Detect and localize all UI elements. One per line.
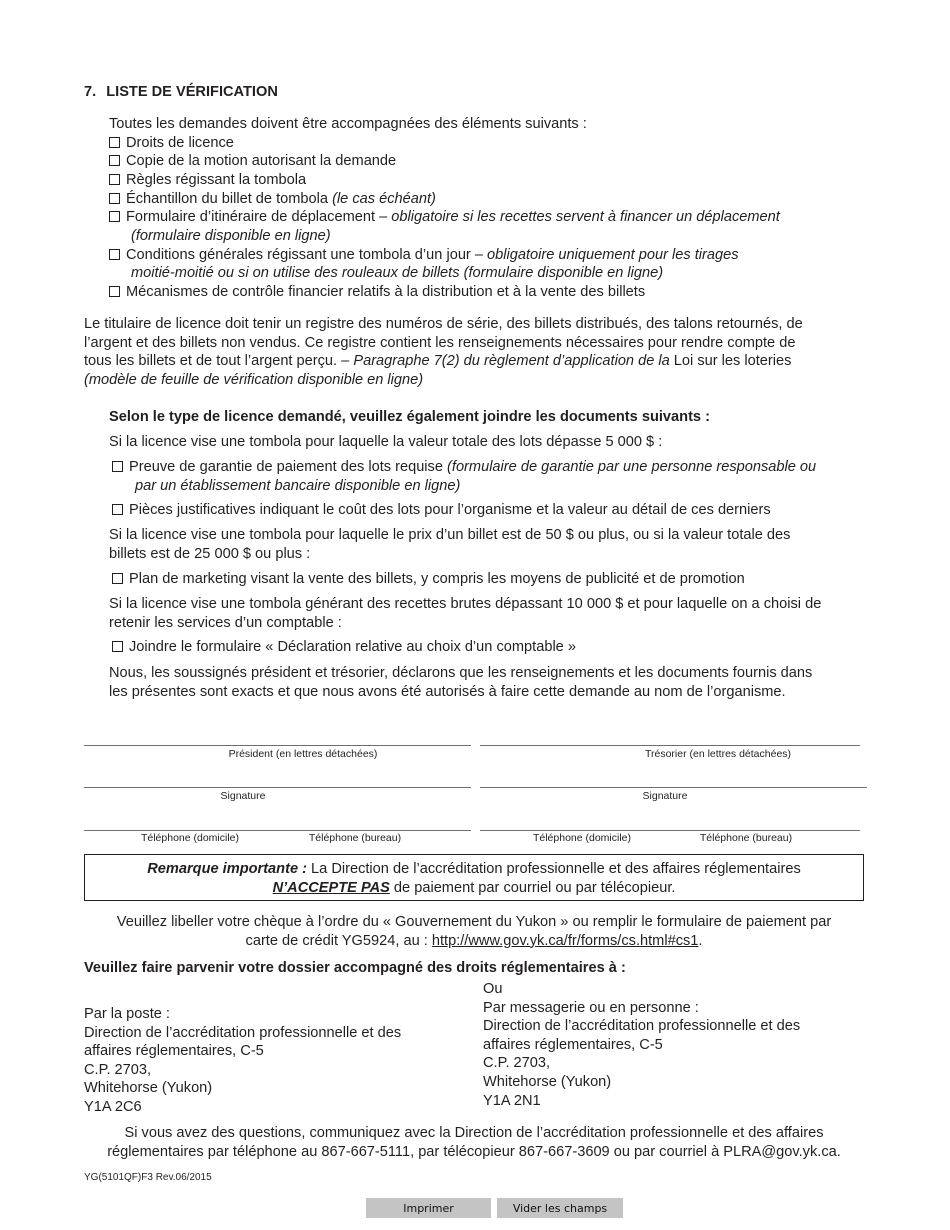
phone-home-label: Téléphone (domicile) <box>532 832 632 844</box>
treasurer-signature-field[interactable] <box>480 787 867 788</box>
checkbox[interactable] <box>112 504 123 515</box>
president-label: Président (en lettres détachées) <box>228 748 378 760</box>
condition-text: Si la licence vise une tombola générant des recettes brutes dépassant 10 000 $ et pour laquelle on a choisi de retenir les services d’un comptable : <box>109 596 822 631</box>
treasurer-phone-field[interactable] <box>480 830 860 831</box>
mail-address: Par la poste : Direction de l’accréditation professionnelle et des affaires réglementaires, C-5 C.P. 2703, Whitehorse (Yukon) Y1A 2C6 <box>84 1006 402 1115</box>
condition-text: Si la licence vise une tombola pour laquelle la valeur totale des lots dépasse 5 000 $ : <box>109 434 663 450</box>
condition-text: Si la licence vise une tombola pour laquelle le prix d’un billet est de 50 $ ou plus, ou si la valeur totale des billets est de 25 000 $ ou plus : <box>109 527 791 562</box>
checkbox[interactable] <box>109 137 120 148</box>
checklist-item: Joindre le formulaire « Déclaration relative au choix d’un comptable » <box>112 638 576 657</box>
president-phone-field[interactable] <box>84 830 471 831</box>
checklist-item: Formulaire d’itinéraire de déplacement – obligatoire si les recettes servent à financer un déplacement <box>109 208 780 227</box>
checklist-item: Droits de licence <box>109 134 234 153</box>
checklist-intro: Toutes les demandes doivent être accompagnées des éléments suivants : <box>109 116 587 132</box>
checkbox[interactable] <box>109 211 120 222</box>
checkbox[interactable] <box>109 155 120 166</box>
checklist-item: Pièces justificatives indiquant le coût des lots pour l’organisme et la valeur au détail de ces derniers <box>112 501 771 520</box>
print-button[interactable]: Imprimer <box>366 1198 491 1218</box>
section-title: LISTE DE VÉRIFICATION <box>106 84 278 100</box>
checkbox[interactable] <box>109 249 120 260</box>
checkbox[interactable] <box>112 573 123 584</box>
phone-home-label: Téléphone (domicile) <box>140 832 240 844</box>
treasurer-label: Trésorier (en lettres détachées) <box>644 748 792 760</box>
president-signature-field[interactable] <box>84 787 471 788</box>
president-name-field[interactable] <box>84 745 471 746</box>
phone-work-label: Téléphone (bureau) <box>308 832 402 844</box>
checklist-item: Conditions générales régissant une tombola d’un jour – obligatoire uniquement pour les tirages <box>109 246 739 265</box>
checkbox[interactable] <box>112 641 123 652</box>
checkbox[interactable] <box>109 193 120 204</box>
checklist-item: Règles régissant la tombola <box>109 171 306 190</box>
checklist-item: Preuve de garantie de paiement des lots requise (formulaire de garantie par une personne responsable ou <box>112 458 816 477</box>
license-heading: Selon le type de licence demandé, veuillez également joindre les documents suivants : <box>109 409 710 425</box>
form-code: YG(5101QF)F3 Rev.06/2015 <box>84 1172 212 1183</box>
phone-work-label: Téléphone (bureau) <box>699 832 793 844</box>
section-heading <box>84 83 278 102</box>
payment-form-link[interactable]: http://www.gov.yk.ca/fr/forms/cs.html#cs1 <box>431 932 699 949</box>
courier-address: Ou Par messagerie ou en personne : Direction de l’accréditation professionnelle et des affaires réglementaires, C-5 C.P. 2703, Whitehorse (Yukon) Y1A 2N1 <box>483 981 801 1109</box>
section-number: 7. <box>84 84 97 100</box>
signature-label: Signature <box>220 790 266 802</box>
checklist-item: Mécanismes de contrôle financier relatifs à la distribution et à la vente des billets <box>109 283 645 302</box>
payment-instructions: Veuillez libeller votre chèque à l’ordre du « Gouvernement du Yukon » ou remplir le formulaire de paiement par carte de crédit YG5924, au : http://www.gov.yk.ca/fr/forms/cs.html#cs1. <box>116 914 832 949</box>
registry-paragraph: Le titulaire de licence doit tenir un registre des numéros de série, des billets distribués, des talons retournés, de l’argent et des billets non vendus. Ce registre contient les renseignements nécessaires pour rendre compte de tous les billets et de tout l’argent perçu. – Paragraphe 7(2) du règlement d’application de la Loi sur les loteries (modèle de feuille de vérification disponible en ligne) <box>84 316 803 388</box>
checklist-item-continuation: (formulaire disponible en ligne) <box>131 228 331 244</box>
treasurer-name-field[interactable] <box>480 745 860 746</box>
checkbox[interactable] <box>112 461 123 472</box>
contact-info: Si vous avez des questions, communiquez avec la Direction de l’accréditation professionnelle et des affaires réglementaires par téléphone au 867-667-5111, par télécopieur 867-667-3609 ou par courriel à PLRA@gov.yk.ca. <box>107 1125 841 1160</box>
important-notice: Remarque importante : La Direction de l’accréditation professionnelle et des affaires réglementaires N’ACCEPTE PAS de paiement par courriel ou par télécopieur. <box>84 854 864 901</box>
checklist-item: Copie de la motion autorisant la demande <box>109 152 396 171</box>
checklist-item: Échantillon du billet de tombola (le cas échéant) <box>109 190 436 209</box>
send-heading: Veuillez faire parvenir votre dossier accompagné des droits réglementaires à : <box>84 960 626 976</box>
checklist-item-continuation: par un établissement bancaire disponible en ligne) <box>135 478 461 494</box>
checklist-item-continuation: moitié-moitié ou si on utilise des rouleaux de billets (formulaire disponible en ligne) <box>131 265 664 281</box>
checkbox[interactable] <box>109 286 120 297</box>
declaration: Nous, les soussignés président et trésorier, déclarons que les renseignements et les documents fournis dans les présentes sont exacts et que nous avons été autorisés à faire cette demande au nom de l’organisme. <box>109 665 813 700</box>
signature-label: Signature <box>642 790 688 802</box>
checklist-item: Plan de marketing visant la vente des billets, y compris les moyens de publicité et de promotion <box>112 570 745 589</box>
clear-fields-button[interactable]: Vider les champs <box>497 1198 623 1218</box>
checkbox[interactable] <box>109 174 120 185</box>
